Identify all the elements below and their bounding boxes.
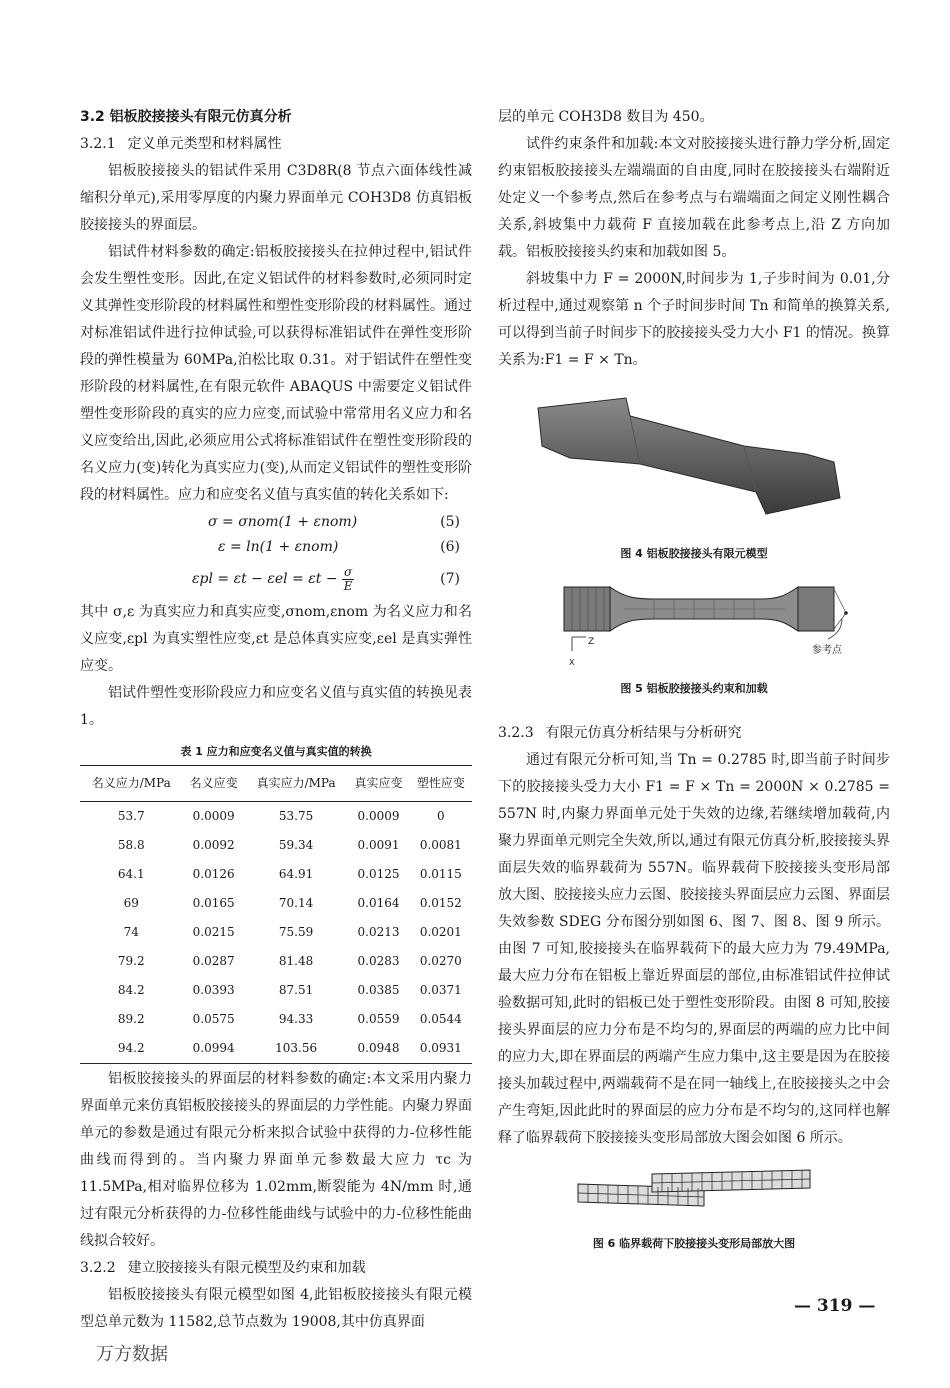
table-cell: 0.0385 [357, 983, 400, 997]
table-cell: 0.0931 [410, 1034, 472, 1064]
table-row [80, 860, 472, 889]
equation-expression: ε = ln(1 + εnom) [218, 539, 339, 555]
subsection-title: 建立胶接接头有限元模型及约束和加载 [127, 1260, 366, 1276]
table-cell: 69 [123, 896, 139, 910]
equation-expression: σ = σnom(1 + εnom) [208, 514, 358, 530]
equation-number: (6) [440, 539, 460, 555]
paragraph: 铝试件材料参数的确定:铝板胶接接头在拉伸过程中,铝试件会发生塑性变形。因此,在定义铝试件的材料参数时,必须同时定义其弹性变形阶段的材料属性和塑性变形阶段的材料属性。通过对标准铝试件进行拉伸试验,可以获得标准铝试件在弹性变形阶段的弹性模量为 60MPa,泊松比取 0.31。对于铝试件在塑性变形阶段的材料属性,在有限元软件 ABAQUS 中需要定义铝试件塑性变形阶段的真实的应力应变,而试验中常常用名义应力和名义应变给出,因此,必须应用公式将标准铝试件在塑性变形阶段的名义应力(变)转化为真实应力(变),从而定义铝试件的塑性变形阶段的材料属性。应力和应变名义值与真实值的转化关系如下: [80, 244, 472, 503]
reference-point-label: 参考点 [812, 645, 842, 656]
deformation-image [574, 1168, 814, 1216]
table-cell: 0.0165 [192, 896, 235, 910]
table-cell: 79.2 [117, 954, 145, 968]
figure-6-deformation [574, 1168, 814, 1216]
table-cell: 74 [123, 925, 139, 939]
table-cell: 103.56 [245, 1034, 348, 1064]
table-cell: 58.8 [117, 838, 145, 852]
table-cell: 0.0091 [357, 838, 400, 852]
table-row [80, 918, 472, 947]
table-cell: 0.0125 [357, 867, 400, 881]
table-cell: 64.91 [278, 867, 314, 881]
table-cell: 0.0371 [419, 983, 462, 997]
table-cell: 0.0215 [192, 925, 235, 939]
table-cell: 0.0393 [192, 983, 235, 997]
table-cell: 0.0115 [419, 867, 462, 881]
figure-4-caption: 图 4 铝板胶接接头有限元模型 [620, 547, 768, 560]
table-cell: 94.33 [278, 1012, 314, 1026]
table-row [80, 947, 472, 976]
table-header-cell: 名义应变 [183, 766, 245, 802]
paragraph: 层的单元 COH3D8 数目为 450。 [498, 109, 714, 125]
paragraph: 铝板胶接接头有限元模型如图 4,此铝板胶接接头有限元模型总单元数为 11582,总节点数为 19008,其中仿真界面 [80, 1287, 472, 1330]
table-header-row [80, 766, 472, 802]
table-cell: 84.2 [117, 983, 145, 997]
paragraph: 其中 σ,ε 为真实应力和真实应变,σnom,εnom 为名义应力和名义应变,εpl 为真实塑性应变,εt 是总体真实应变,εel 是真实弹性应变。 [80, 604, 472, 674]
fe-model-image [534, 388, 854, 538]
page-number: — 319 — [794, 1296, 876, 1316]
table-cell: 70.14 [278, 896, 314, 910]
paragraph: 通过有限元分析可知,当 Tn = 0.2785 时,即当前子时间步下的胶接接头受力大小 F1 = F × Tn = 2000N × 0.2785 = 557N 时,内聚力界面单元处于失效的边缘,若继续增加载荷,内聚力界面单元则完全失效,所以,通过有限元仿真分析,胶接接头界面层失效的临界载荷为 557N。临界载荷下胶接接头变形局部放大图、胶接接头应力云图、胶接接头界面层应力云图、界面层失效参数 SDEG 分布图分别如图 6、图 7、图 8、图 9 所示。由图 7 可知,胶接接头在临界载荷下的最大应力为 79.49MPa,最大应力分布在铝板上靠近界面层的部位,由标准铝试件拉伸试验数据可知,此时的铝板已处于塑性变形阶段。由图 8 可知,胶接接头界面层的应力分布是不均匀的,界面层的两端的应力比中间的应力大,即在界面层的两端产生应力集中,这主要是因为在胶接接头加载过程中,两端载荷不是在同一轴线上,在胶接接头之中会产生弯矩,因此此时的界面层的应力分布是不均匀的,这同样也解释了临界载荷下胶接接头变形局部放大图会如图 6 所示。 [498, 752, 890, 1146]
right-column [498, 104, 890, 1257]
equation-lhs: εpl = εt − εel = εt − [192, 571, 338, 587]
equation-5 [80, 509, 472, 534]
table-cell: 75.59 [278, 925, 314, 939]
table-cell: 0.0948 [347, 1034, 409, 1064]
table-cell: 0.0994 [183, 1034, 245, 1064]
table-row [80, 802, 472, 832]
subsection-title: 定义单元类型和材料属性 [127, 136, 282, 152]
table-cell: 89.2 [117, 1012, 145, 1026]
paragraph: 铝试件塑性变形阶段应力和应变名义值与真实值的转换见表 1。 [80, 685, 472, 728]
table-cell: 64.1 [117, 867, 145, 881]
table-cell: 0.0559 [357, 1012, 400, 1026]
equation-expression [192, 559, 354, 599]
subsection-heading-3-2-3 [498, 720, 890, 747]
paragraph: 铝板胶接接头的界面层的材料参数的确定:本文采用内聚力界面单元来仿真铝板胶接接头的界面层的力学性能。内聚力界面单元的参数是通过有限元分析来拟合试验中获得的力-位移性能曲线而得到的。当内聚力界面单元参数最大应力 τc 为 11.5MPa,相对临界位移为 1.02mm,断裂能为 4N/mm 时,通过有限元分析获得的力-位移性能曲线与试验中的力-位移性能曲线拟合较好。 [80, 1071, 472, 1249]
table-cell: 0.0270 [419, 954, 462, 968]
table-cell: 53.75 [278, 809, 314, 823]
section-heading-3-2: 3.2 铝板胶接接头有限元仿真分析 [80, 109, 292, 125]
equation-number: (5) [440, 514, 460, 530]
figure-5-caption: 图 5 铝板胶接接头约束和加载 [620, 682, 768, 695]
left-column [80, 104, 472, 1336]
subsection-number: 3.2.1 [80, 136, 116, 152]
table-header-cell: 名义应力/MPa [80, 766, 183, 802]
equation-7 [80, 559, 472, 599]
table-cell: 0.0164 [357, 896, 400, 910]
fraction-denominator: E [343, 578, 353, 593]
watermark: 万方数据 [96, 1344, 168, 1365]
table-cell: 87.51 [278, 983, 314, 997]
table-cell: 0.0126 [192, 867, 235, 881]
table-cell: 0.0152 [419, 896, 462, 910]
table-row [80, 976, 472, 1005]
equation-number: (7) [440, 571, 460, 587]
table-cell: 0.0575 [192, 1012, 235, 1026]
figure-4-fe-model [534, 388, 854, 538]
figure-5-constraint-load [524, 583, 864, 667]
subsection-title: 有限元仿真分析结果与分析研究 [545, 725, 742, 741]
table-cell: 0.0092 [192, 838, 235, 852]
table-cell: 94.2 [80, 1034, 183, 1064]
table-cell: 0.0213 [357, 925, 400, 939]
subsection-number: 3.2.3 [498, 725, 534, 741]
equation-6 [80, 534, 472, 559]
table-header-cell: 真实应力/MPa [245, 766, 348, 802]
conversion-table [80, 765, 472, 1064]
table-cell: 0 [437, 809, 445, 823]
fraction [342, 566, 354, 593]
table-row [80, 1034, 472, 1064]
table-cell: 0.0287 [192, 954, 235, 968]
table-row [80, 831, 472, 860]
axis-label-x: X [569, 658, 575, 667]
table-header-cell: 真实应变 [347, 766, 409, 802]
table-cell: 0.0081 [419, 838, 462, 852]
table-cell: 81.48 [278, 954, 314, 968]
subsection-heading-3-2-2 [80, 1255, 472, 1282]
table-header-cell: 塑性应变 [410, 766, 472, 802]
table-cell: 53.7 [117, 809, 145, 823]
table-row [80, 889, 472, 918]
subsection-number: 3.2.2 [80, 1260, 116, 1276]
paragraph: 斜坡集中力 F = 2000N,时间步为 1,子步时间为 0.01,分析过程中,通过观察第 n 个子时间步时间 Tn 和简单的换算关系,可以得到当前子时间步下的胶接接头受力大小 F1 的情况。换算关系为:F1 = F × Tn。 [498, 271, 890, 368]
fraction-numerator: σ [344, 564, 353, 579]
table-caption: 表 1 应力和应变名义值与真实值的转换 [180, 745, 372, 758]
paragraph: 铝板胶接接头的铝试件采用 C3D8R(8 节点六面体线性减缩积分单元),采用零厚度的内聚力界面单元 COH3D8 仿真铝板胶接接头的界面层。 [80, 163, 472, 233]
table-cell: 0.0009 [357, 809, 400, 823]
table-cell: 59.34 [278, 838, 314, 852]
table-cell: 0.0201 [419, 925, 462, 939]
paragraph: 试件约束条件和加载:本文对胶接接头进行静力学分析,固定约束铝板胶接接头左端端面的自由度,同时在胶接接头右端附近处定义一个参考点,然后在参考点与右端端面之间定义刚性耦合关系,斜坡集中力载荷 F 直接加载在此参考点上,沿 Z 方向加载。铝板胶接接头约束和加载如图 5。 [498, 136, 890, 260]
figure-6-caption: 图 6 临界载荷下胶接接头变形局部放大图 [592, 1237, 796, 1250]
table-cell: 0.0283 [357, 954, 400, 968]
table-cell: 0.0544 [419, 1012, 462, 1026]
table-cell: 0.0009 [192, 809, 235, 823]
table-row [80, 1005, 472, 1034]
subsection-heading-3-2-1 [80, 131, 472, 158]
axis-label-z: Z [588, 637, 595, 647]
